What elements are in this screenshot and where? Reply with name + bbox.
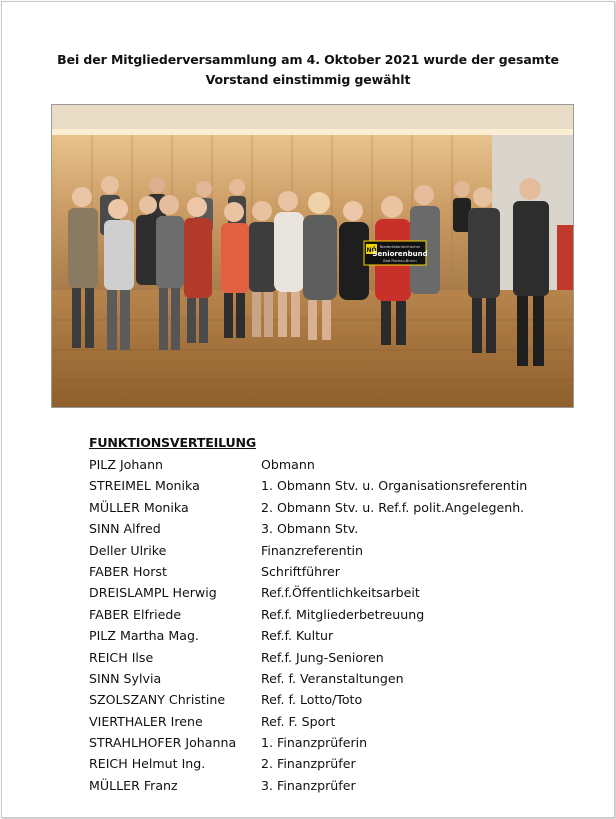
function-rows xyxy=(89,454,561,796)
function-row xyxy=(89,475,561,496)
member-name: DREISLAMPL Herwig xyxy=(89,585,217,601)
member-name: VIERTHALER Irene xyxy=(89,713,203,729)
function-row xyxy=(89,582,561,603)
member-function: 3. Obmann Stv. xyxy=(261,521,359,537)
function-row xyxy=(89,732,561,753)
member-name: Deller Ulrike xyxy=(89,542,167,558)
function-row xyxy=(89,711,561,732)
member-function: Ref.f. Jung-Senioren xyxy=(261,649,384,665)
member-name: STRAHLHOFER Johanna xyxy=(89,735,237,751)
member-function: 1. Obmann Stv. u. Organisationsreferentin xyxy=(261,478,528,494)
member-name: PILZ Martha Mag. xyxy=(89,628,199,644)
member-function: 3. Finanzprüfer xyxy=(261,777,356,793)
member-function: 2. Finanzprüfer xyxy=(261,756,356,772)
member-name: MÜLLER Franz xyxy=(89,777,178,793)
member-name: SZOLSZANY Christine xyxy=(89,692,226,708)
member-function: Ref. f. Veranstaltungen xyxy=(261,670,404,686)
function-row xyxy=(89,561,561,582)
function-list xyxy=(89,432,561,796)
document-title xyxy=(40,50,576,90)
function-row xyxy=(89,604,561,625)
banner-line-2: Seniorenbund xyxy=(372,250,428,258)
group-photo xyxy=(51,104,574,408)
member-name: MÜLLER Monika xyxy=(89,499,189,515)
title-line-1: Bei der Mitgliederversammlung am 4. Oktober 2021 wurde der gesamte xyxy=(57,52,559,67)
seniorenbund-banner xyxy=(364,241,428,265)
member-function: Finanzreferentin xyxy=(261,542,363,558)
function-row xyxy=(89,668,561,689)
function-row xyxy=(89,454,561,475)
function-list-heading: FUNKTIONSVERTEILUNG xyxy=(89,435,256,450)
function-row xyxy=(89,625,561,646)
member-name: REICH Helmut Ing. xyxy=(89,756,206,772)
member-name: SINN Sylvia xyxy=(89,670,162,686)
member-function: Schriftführer xyxy=(261,563,340,579)
red-panel xyxy=(557,225,573,295)
member-function: Obmann xyxy=(261,457,315,472)
function-row xyxy=(89,753,561,774)
member-function: Ref.f.Öffentlichkeitsarbeit xyxy=(261,585,420,601)
member-function: Ref. F. Sport xyxy=(261,713,336,729)
function-row xyxy=(89,647,561,668)
member-function: 2. Obmann Stv. u. Ref.f. polit.Angelegenh. xyxy=(261,499,525,515)
group-photo-illustration xyxy=(52,105,573,407)
title-line-2: Vorstand einstimmig gewählt xyxy=(205,72,411,87)
function-row xyxy=(89,497,561,518)
banner-line-3: Bad Fischau-Brunn xyxy=(383,259,417,263)
member-function: Ref.f. Kultur xyxy=(261,628,334,644)
function-row xyxy=(89,540,561,561)
banner-line-1: Niederösterreichischer xyxy=(379,245,421,249)
member-name: SINN Alfred xyxy=(89,521,161,537)
function-row xyxy=(89,689,561,710)
member-function: 1. Finanzprüferin xyxy=(261,735,368,751)
function-row xyxy=(89,518,561,539)
member-name: REICH Ilse xyxy=(89,649,154,665)
member-name: STREIMEL Monika xyxy=(89,478,200,494)
banner-logo: NÖ xyxy=(366,247,377,254)
member-name: FABER Elfriede xyxy=(89,606,182,622)
member-name: FABER Horst xyxy=(89,563,167,579)
member-name: PILZ Johann xyxy=(89,457,164,472)
member-function: Ref.f. Mitgliederbetreuung xyxy=(261,606,425,622)
member-function: Ref. f. Lotto/Toto xyxy=(261,692,363,708)
function-row xyxy=(89,775,561,796)
